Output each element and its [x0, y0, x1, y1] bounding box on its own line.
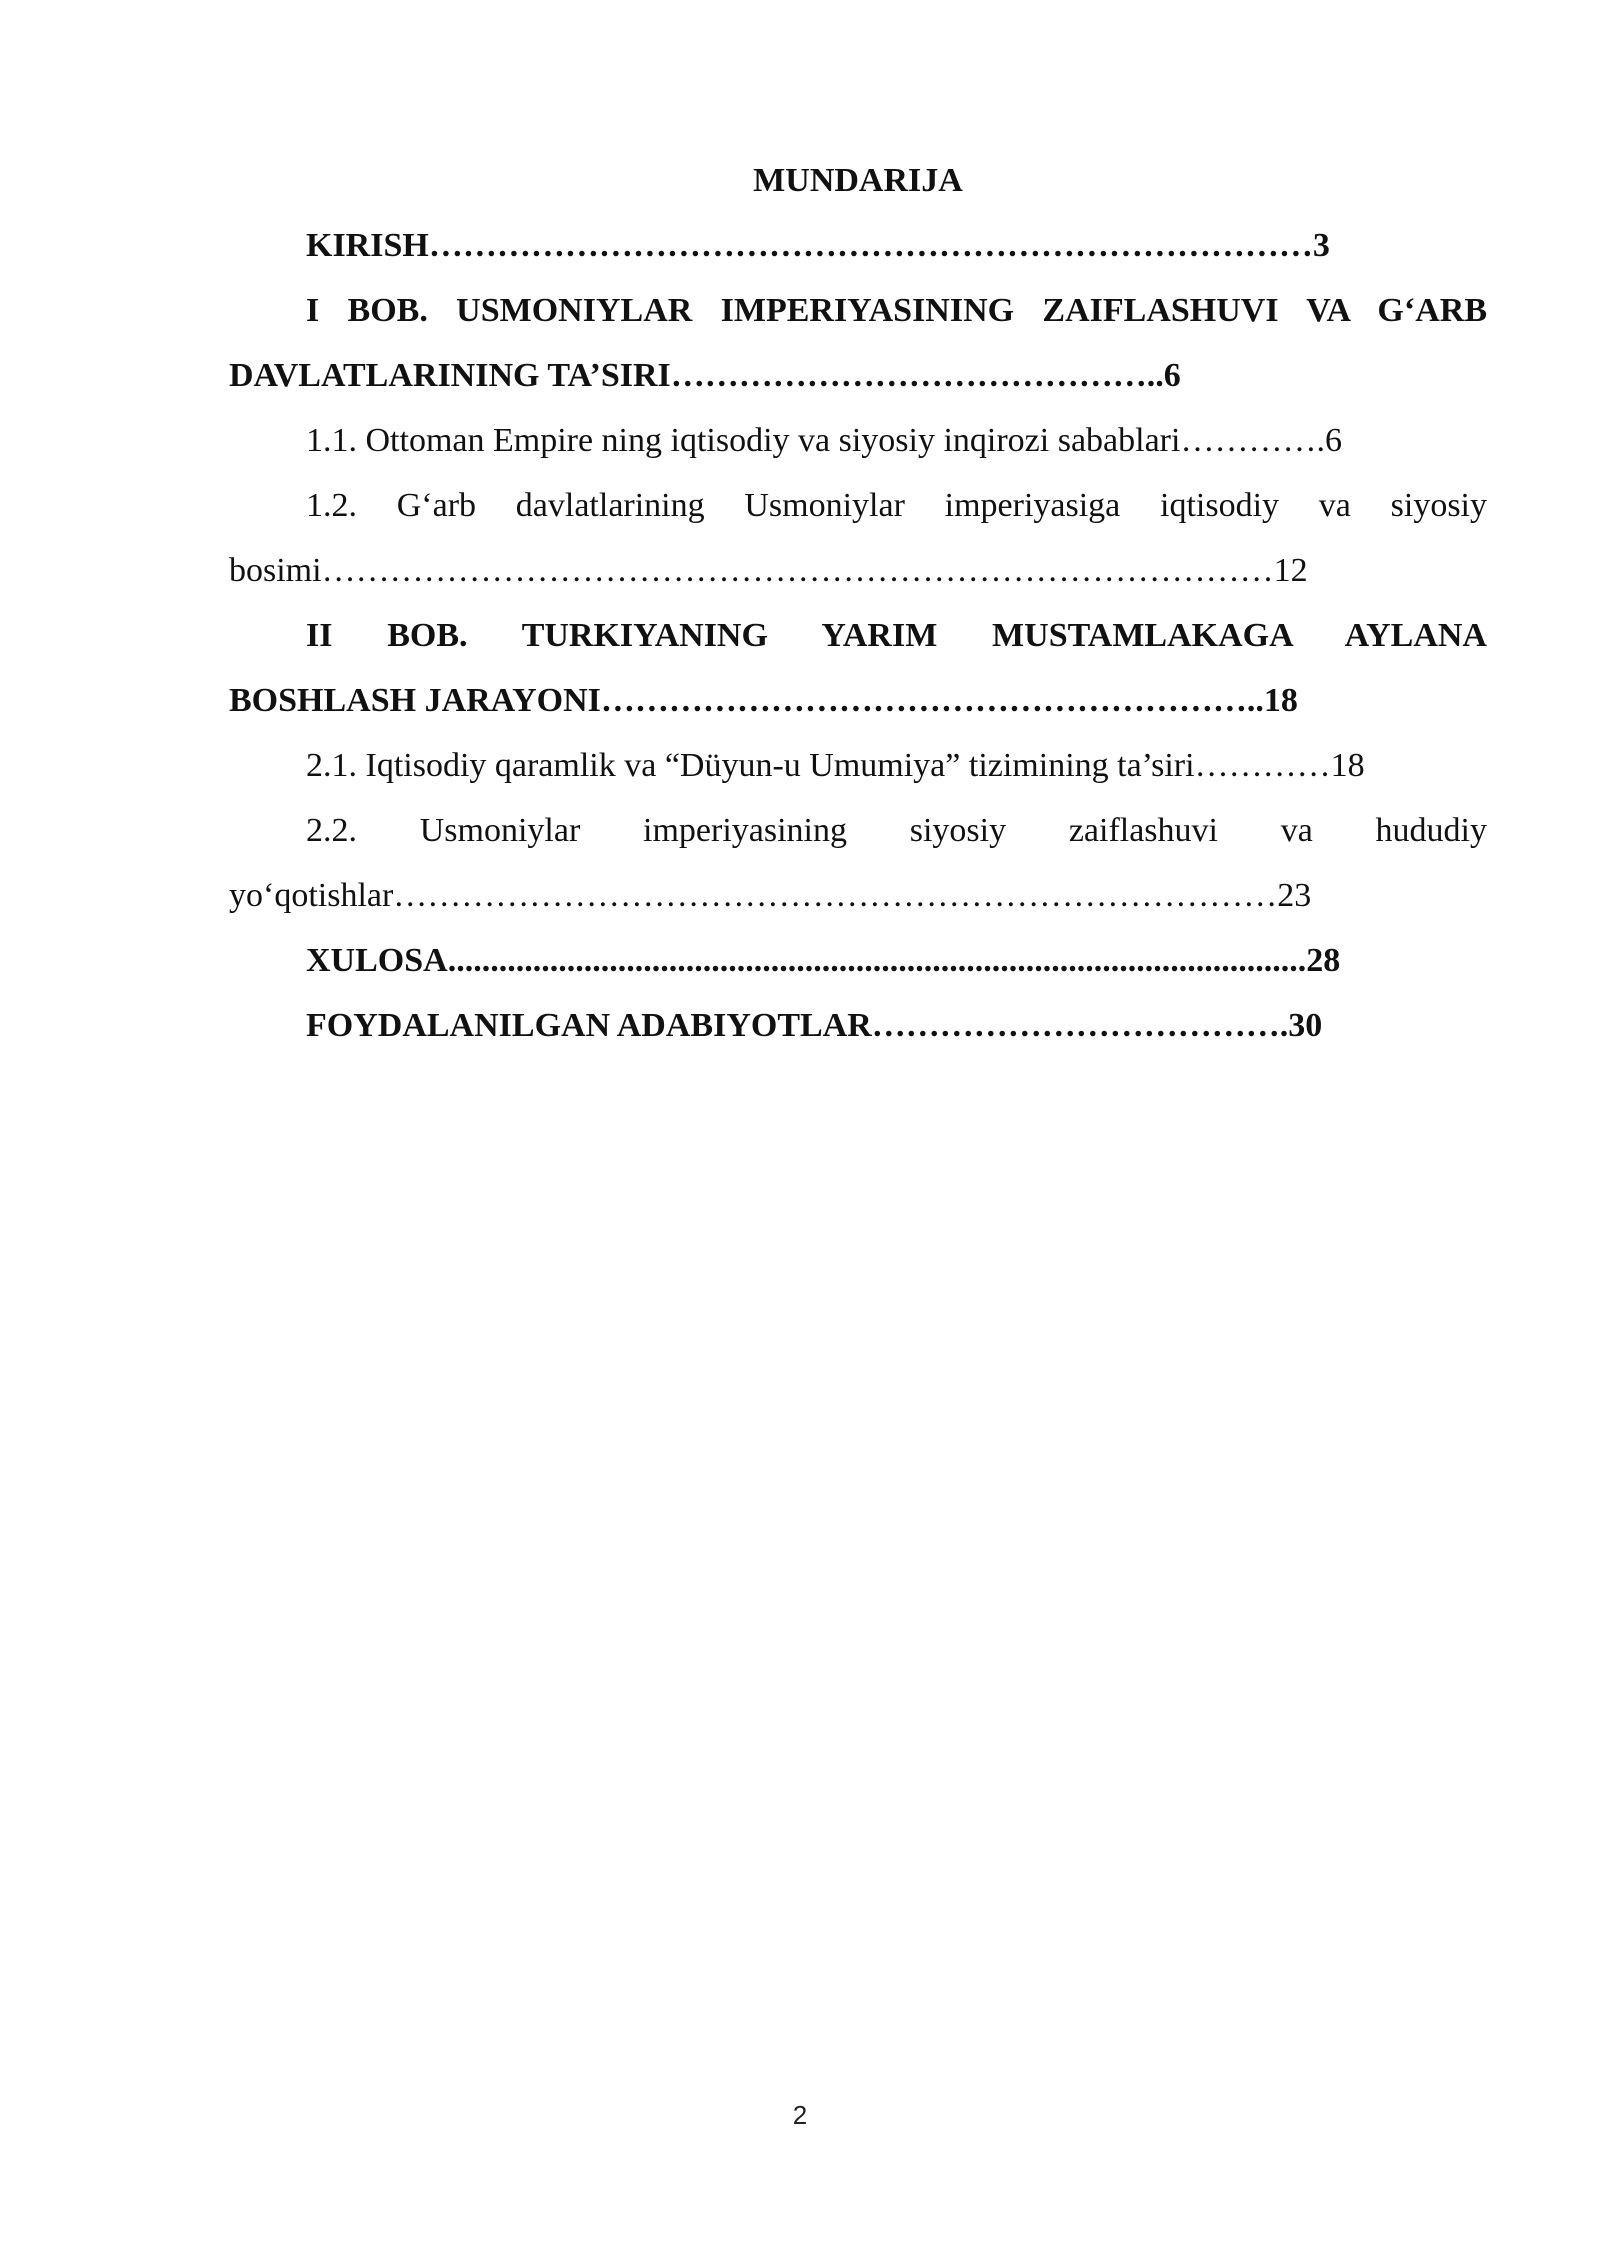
toc-entry-kirish: KIRISH……………………………………………………………………3 [306, 227, 1330, 264]
toc-entry-chapter-1-line-2: DAVLATLARINING TA’SIRI……………………………………..6 [229, 357, 1181, 394]
toc-entry-section-2-2-line-1: 2.2. Usmoniylar imperiyasining siyosiy zaiflashuvi va hududiy [306, 812, 1487, 849]
table-of-contents [229, 148, 1487, 1058]
toc-entry-section-1-2-line-1: 1.2. G‘arb davlatlarining Usmoniylar imperiyasiga iqtisodiy va siyosiy [306, 487, 1487, 524]
page-number: 2 [792, 2100, 808, 2130]
toc-entry-chapter-2-line-1: II BOB. TURKIYANING YARIM MUSTAMLAKAGA AYLANA [306, 617, 1487, 654]
toc-entry-section-2-1: 2.1. Iqtisodiy qaramlik va “Düyun-u Umumiya” tizimining ta’siri…………18 [306, 747, 1365, 784]
toc-entry-xulosa: XULOSA.....................................................................................................28 [306, 942, 1341, 979]
toc-entry-references: FOYDALANILGAN ADABIYOTLAR……………………………….30 [306, 1007, 1323, 1044]
toc-entry-section-2-2-line-2: yo‘qotishlar……………………………………………………………………23 [229, 877, 1312, 914]
toc-entry-chapter-2-line-2: BOSHLASH JARAYONI…………………………………………………..18 [229, 682, 1298, 719]
toc-entry-chapter-1-line-1: I BOB. USMONIYLAR IMPERIYASINING ZAIFLASHUVI VA G‘ARB [306, 292, 1487, 329]
toc-entry-section-1-1: 1.1. Ottoman Empire ning iqtisodiy va siyosiy inqirozi sabablari………….6 [306, 422, 1342, 459]
toc-title: MUNDARIJA [753, 162, 963, 199]
toc-entry-section-1-2-line-2: bosimi…………………………………………………………………………12 [229, 552, 1308, 589]
